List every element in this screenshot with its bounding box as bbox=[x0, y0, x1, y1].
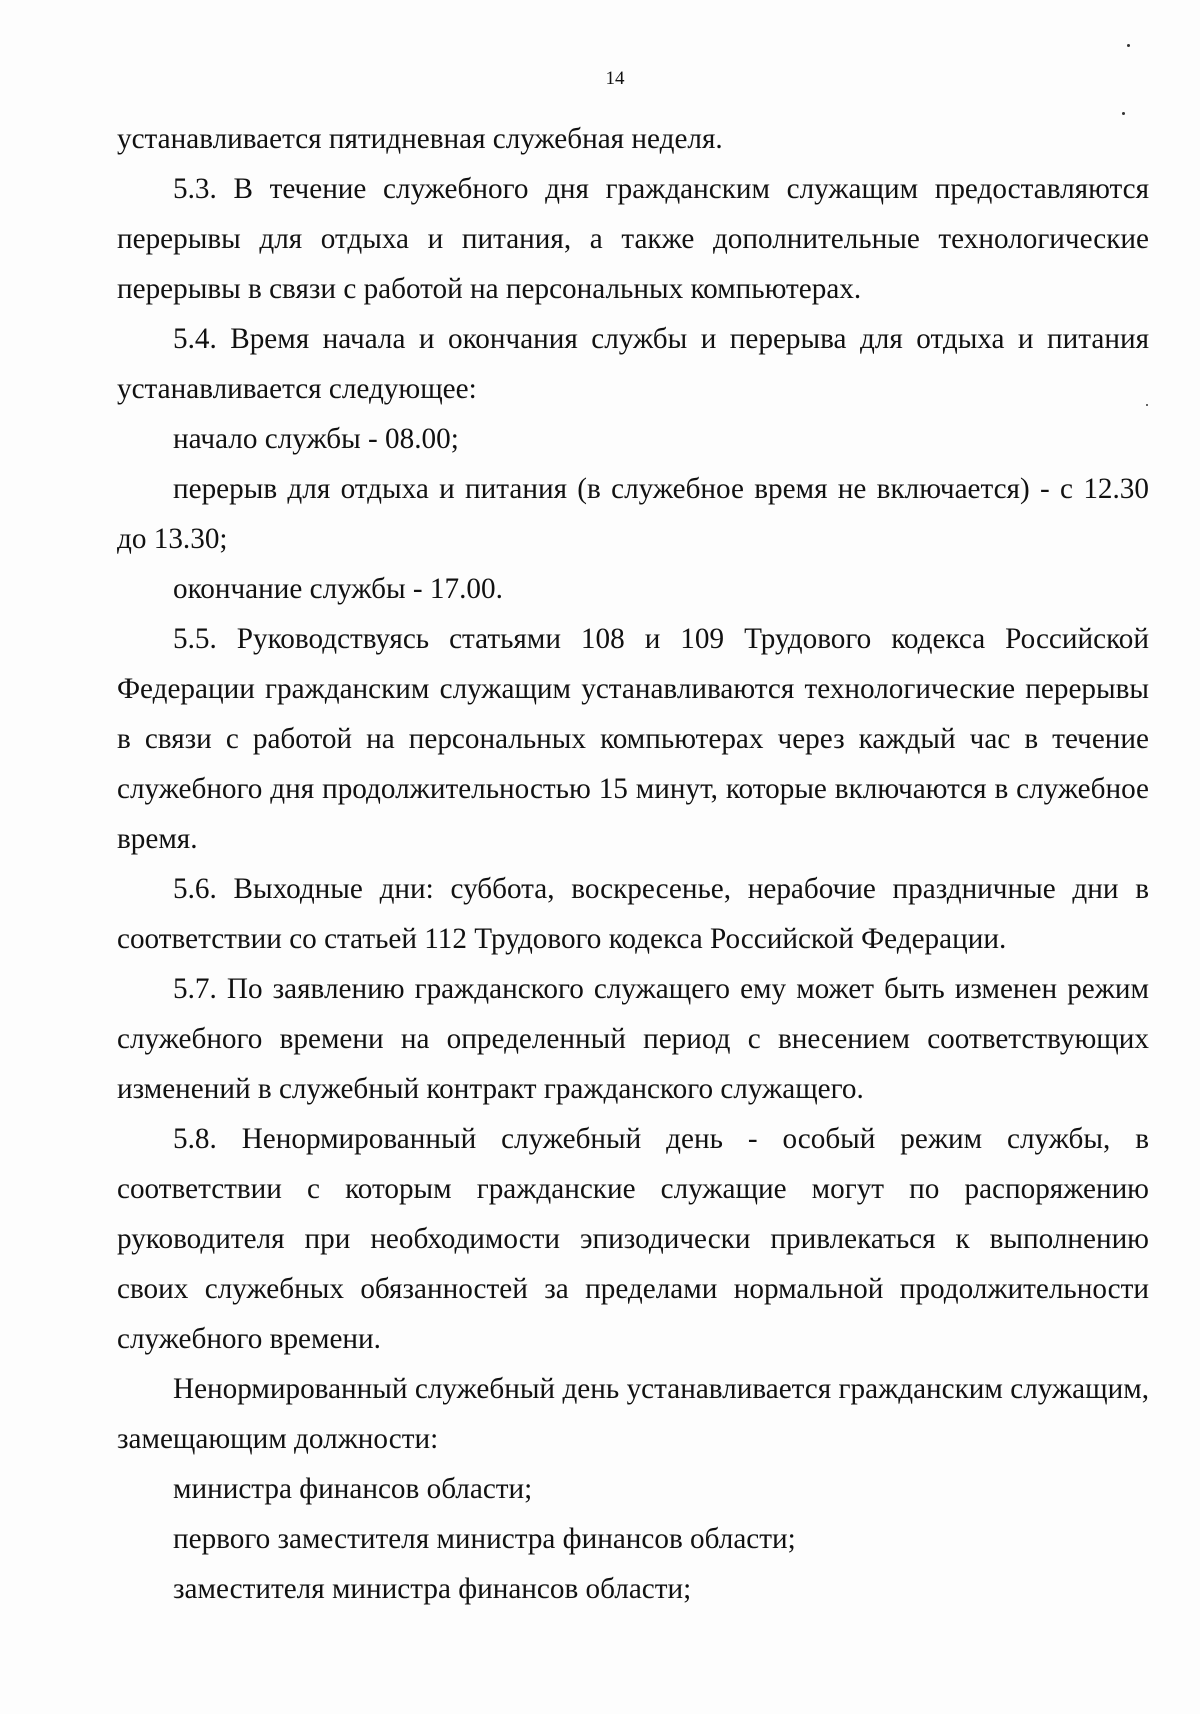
list-item: министра финансов области; bbox=[173, 1473, 533, 1505]
schedule-break: перерыв для отдыха и питания (в служебное время не включается) - с 12.30 до 13.30; bbox=[117, 473, 1149, 555]
document-body bbox=[117, 114, 1149, 1614]
paragraph-5-8: 5.8. Ненормированный служебный день - особый режим службы, в соответствии с которым гражданские служащие могут по распоряжению руководителя при необходимости эпизодически привлекаться к выполнению своих служебных обязанностей за пределами нормальной продолжительности служебного времени. bbox=[117, 1123, 1149, 1355]
page-number: 14 bbox=[605, 68, 625, 89]
scan-speck bbox=[1127, 44, 1130, 47]
paragraph-5-7: 5.7. По заявлению гражданского служащего ему может быть изменен режим служебного времени на определенный период с внесением соответствующих изменений в служебный контракт гражданского служащего. bbox=[117, 973, 1149, 1105]
paragraph-5-4: 5.4. Время начала и окончания службы и перерыва для отдыха и питания устанавливается следующее: bbox=[117, 323, 1149, 405]
paragraph: устанавливается пятидневная служебная неделя. bbox=[117, 123, 723, 155]
paragraph: Ненормированный служебный день устанавливается гражданским служащим, замещающим должности: bbox=[117, 1373, 1149, 1455]
paragraph-5-5: 5.5. Руководствуясь статьями 108 и 109 Трудового кодекса Российской Федерации гражданским служащим устанавливаются технологические перерывы в связи с работой на персональных компьютерах через каждый час в течение служебного дня продолжительностью 15 минут, которые включаются в служебное время. bbox=[117, 623, 1149, 855]
schedule-start: начало службы - 08.00; bbox=[173, 423, 459, 455]
list-item: заместителя министра финансов области; bbox=[173, 1573, 692, 1605]
paragraph-5-3: 5.3. В течение служебного дня гражданским служащим предоставляются перерывы для отдыха и питания, а также дополнительные технологические перерывы в связи с работой на персональных компьютерах. bbox=[117, 173, 1149, 305]
paragraph-5-6: 5.6. Выходные дни: суббота, воскресенье, нерабочие праздничные дни в соответствии со статьей 112 Трудового кодекса Российской Федерации. bbox=[117, 873, 1149, 955]
list-item: первого заместителя министра финансов области; bbox=[173, 1523, 796, 1555]
schedule-end: окончание службы - 17.00. bbox=[173, 573, 503, 605]
